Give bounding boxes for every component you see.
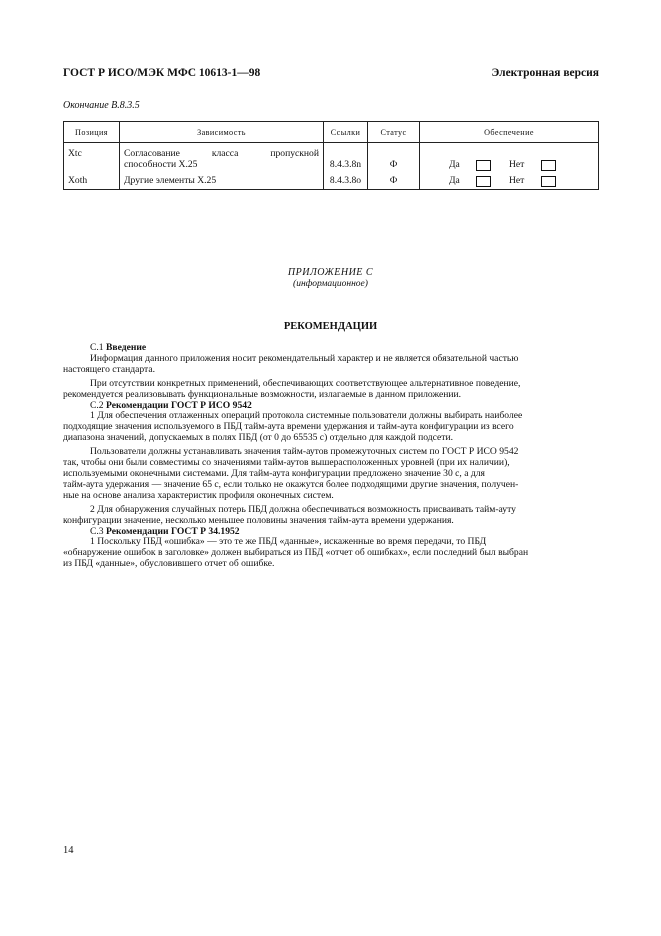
cell-position: Xtc bbox=[64, 143, 120, 172]
section-number: С.2 bbox=[90, 399, 104, 411]
appendix-title: ПРИЛОЖЕНИЕ С bbox=[287, 267, 374, 278]
cell-status: Ф bbox=[368, 171, 420, 190]
edition-label: Электронная версия bbox=[491, 67, 599, 79]
cell-support bbox=[420, 171, 599, 190]
cell-position: Xoth bbox=[64, 171, 120, 190]
cell-reference: 8.4.3.8n bbox=[324, 143, 368, 172]
support-options bbox=[424, 159, 594, 170]
paragraph-line: диапазона значений, допускаемых в полях ПБД (от 0 до 65535 с) отдельно для каждой подсети. bbox=[63, 432, 454, 444]
paragraph-line: 2 Для обнаружения случайных потерь ПБД должна обеспечиваться возможность присваивать тайм-ауту bbox=[90, 503, 516, 515]
cell-support bbox=[420, 143, 599, 172]
paragraph-line: конфигурации значение, несколько меньшее половины значения тайм-аута времени удержания. bbox=[63, 514, 454, 526]
table-caption: Окончание В.8.3.5 bbox=[63, 100, 140, 111]
section-number: С.3 bbox=[90, 525, 104, 537]
section-number: С.1 bbox=[90, 342, 104, 353]
yes-label: Да bbox=[449, 159, 460, 170]
no-checkbox[interactable] bbox=[541, 160, 556, 171]
table-header-row bbox=[64, 122, 599, 143]
cell-dependency: Другие элементы X.25 bbox=[120, 171, 324, 190]
yes-checkbox[interactable] bbox=[476, 176, 491, 187]
paragraph-line: ные на основе анализа характеристик профиля оконечных систем. bbox=[63, 489, 334, 501]
yes-label: Да bbox=[449, 175, 460, 186]
paragraph-line: При отсутствии конкретных применений, обеспечивающих соответствующее альтернативное поведение, bbox=[90, 377, 521, 389]
conformance-table bbox=[63, 121, 599, 190]
no-label: Нет bbox=[509, 159, 525, 170]
dependency-line: способности X.25 bbox=[124, 159, 198, 170]
section-title: Введение bbox=[106, 342, 147, 353]
paragraph-line: из ПБД «данные», обусловившего отчет об ошибке. bbox=[63, 558, 275, 570]
section-title: Рекомендации ГОСТ Р ИСО 9542 bbox=[106, 399, 252, 411]
paragraph-line: 1 Поскольку ПБД «ошибка» — это те же ПБД «данные», искаженные во время передачи, то ПБД bbox=[90, 536, 487, 548]
yes-checkbox[interactable] bbox=[476, 160, 491, 171]
col-header-dependency: Зависимость bbox=[120, 122, 324, 143]
recommendations-title: РЕКОМЕНДАЦИИ bbox=[283, 321, 378, 332]
dependency-line: Согласование класса пропускной bbox=[124, 148, 319, 159]
body-text bbox=[63, 342, 599, 570]
col-header-reference: Ссылки bbox=[324, 122, 368, 143]
no-label: Нет bbox=[509, 175, 525, 186]
cell-dependency bbox=[120, 143, 324, 172]
table-row bbox=[64, 171, 599, 190]
table-row bbox=[64, 143, 599, 172]
paragraph-line: тайм-аута удержания — значение 65 с, если только не окажутся более подходящими другие значения, получен- bbox=[63, 478, 519, 490]
paragraph-line: «обнаружение ошибок в заголовке» должен выбираться из ПБД «отчет об ошибках», если последний был выбран bbox=[63, 547, 529, 559]
paragraph-line: Пользователи должны устанавливать значения тайм-аутов промежуточных систем по ГОСТ Р ИСО 9542 bbox=[90, 446, 519, 458]
col-header-support: Обеспечение bbox=[420, 122, 599, 143]
paragraph-line: рекомендуется реализовывать функциональные возможности, излагаемые в данном приложении. bbox=[63, 388, 462, 400]
cell-status: Ф bbox=[368, 143, 420, 172]
paragraph-line: подходящие значения используемого в ПБД тайм-аута времени удержания и тайм-аута конфигурации из всего bbox=[63, 421, 514, 433]
section-title: Рекомендации ГОСТ Р 34.1952 bbox=[106, 525, 240, 537]
col-header-status: Статус bbox=[368, 122, 420, 143]
paragraph-line: настоящего стандарта. bbox=[63, 363, 156, 375]
appendix-subtitle: (информационное) bbox=[293, 279, 368, 289]
paragraph-line: используемыми оконечными системами. Для тайм-аута конфигурации предложено значение 30 с, а для bbox=[63, 467, 485, 479]
cell-reference: 8.4.3.8o bbox=[324, 171, 368, 190]
page-number: 14 bbox=[63, 845, 74, 856]
paragraph-line: 1 Для обеспечения отлаженных операций протокола системные пользователи должны выбирать наиболее bbox=[90, 410, 523, 422]
col-header-position: Позиция bbox=[64, 122, 120, 143]
standard-designation: ГОСТ Р ИСО/МЭК МФС 10613-1—98 bbox=[63, 67, 261, 79]
support-options bbox=[424, 175, 594, 186]
paragraph-line: так, чтобы они были совместимы со значениями тайм-аутов вышерасположенных уровней (при их наличии), bbox=[63, 457, 510, 469]
paragraph-line: Информация данного приложения носит рекомендательный характер и не является обязательной частью bbox=[90, 352, 519, 364]
no-checkbox[interactable] bbox=[541, 176, 556, 187]
